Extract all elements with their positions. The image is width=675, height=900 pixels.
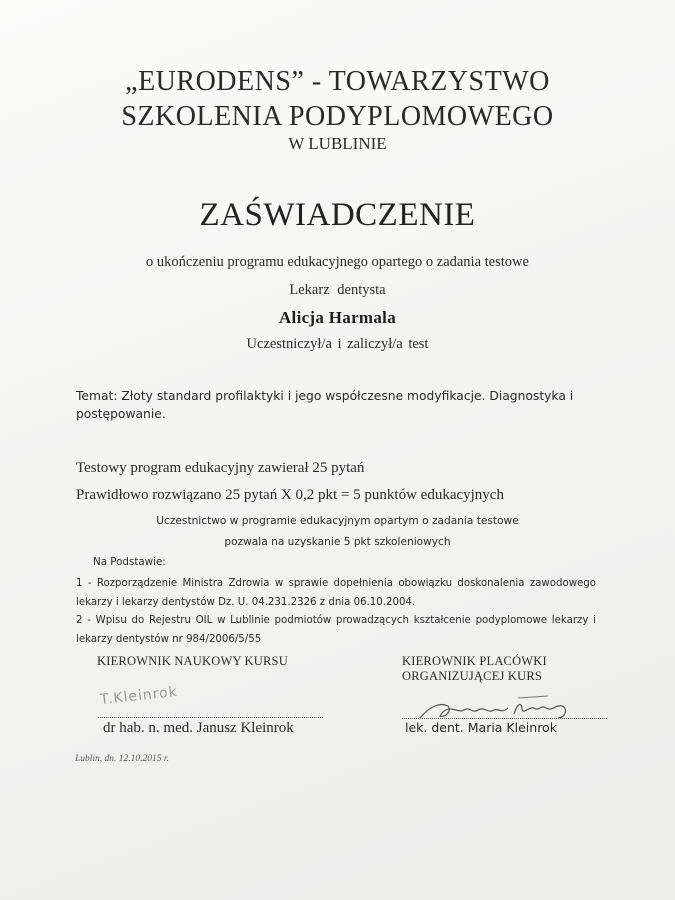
scientific-director-name: dr hab. n. med. Janusz Kleinrok: [103, 720, 294, 736]
profession: Lekarz dentysta: [289, 282, 386, 298]
participation-result: Uczestniczył/a i zaliczył/a test: [246, 336, 429, 352]
organization-name-line2: SZKOLENIA PODYPLOMOWEGO: [121, 101, 554, 132]
signature-line-right: [402, 718, 607, 719]
document-title: ZAŚWIADCZENIE: [199, 197, 476, 233]
course-topic: Temat: Złoty standard profilaktyki i jego współczesne modyfikacje. Diagnostyka i postępowanie.: [76, 389, 574, 421]
participation-note-line1: Uczestnictwo w programie edukacyjnym opartym o zadania testowe: [156, 515, 519, 527]
scientific-director-title: KIEROWNIK NAUKOWY KURSU: [97, 654, 288, 668]
signature-line-left: [98, 717, 323, 718]
legal-basis-item: 2 - Wpisu do Rejestru OIL w Lublinie podmiotów prowadzących kształcenie podyplomowe lekarzy i lekarzy dentystów nr 984/2006/5/55: [76, 615, 596, 645]
organization-name-line1: „EURODENS” - TOWARZYSTWO: [125, 66, 550, 97]
facility-director-name: lek. dent. Maria Kleinrok: [405, 720, 557, 735]
legal-basis-item: 1 - Rozporządzenie Ministra Zdrowia w sprawie dopełnienia obowiązku doskonalenia zawodowego lekarzy i lekarzy dentystów Dz. U. 04.231.2326 z dnia 06.10.2004.: [76, 578, 596, 608]
participant-name: Alicja Harmala: [278, 308, 397, 327]
organization-city: W LUBLINIE: [288, 134, 387, 153]
legal-basis-heading: Na Podstawie:: [93, 556, 166, 568]
legal-basis-list: [76, 575, 596, 649]
questions-count-line: Testowy program edukacyjny zawierał 25 pytań: [76, 460, 365, 476]
document-subtitle: o ukończeniu programu edukacyjnego opartego o zadania testowe: [146, 254, 529, 270]
place-and-date: Lublin, dn. 12.10.2015 r.: [75, 754, 169, 764]
participation-note-line2: pozwala na uzyskanie 5 pkt szkoleniowych: [224, 536, 451, 548]
points-calculation-line: Prawidłowo rozwiązano 25 pytań X 0,2 pkt = 5 punktów edukacyjnych: [76, 487, 504, 503]
facility-director-title: KIEROWNIK PLACÓWKI ORGANIZUJĄCEJ KURS: [402, 654, 547, 683]
scientific-director-signature: T.Kleinrok: [99, 683, 179, 709]
